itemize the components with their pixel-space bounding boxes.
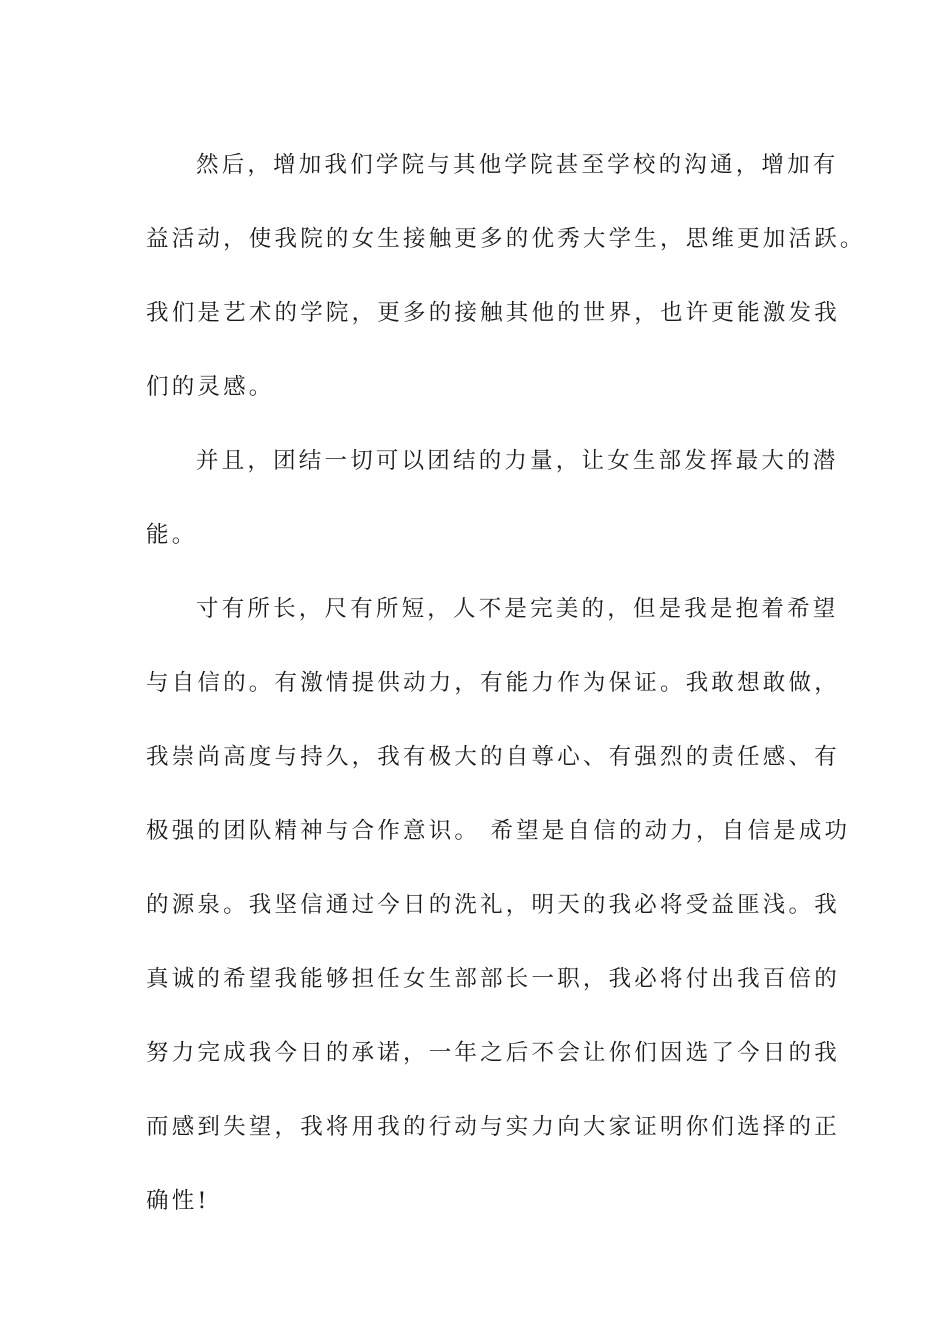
paragraph-3-line-1: 寸有所长，尺有所短，人不是完美的，但是我是抱着希望 — [196, 596, 839, 622]
paragraph-3-line-8: 而感到失望，我将用我的行动与实力向大家证明你们选择的正 — [146, 1114, 840, 1140]
paragraph-3-line-3: 我崇尚高度与持久，我有极大的自尊心、有强烈的责任感、有 — [146, 744, 840, 770]
paragraph-3-line-9: 确性! — [146, 1188, 210, 1214]
paragraph-3-line-5: 的源泉。我坚信通过今日的洗礼，明天的我必将受益匪浅。我 — [146, 892, 840, 918]
paragraph-1-line-3: 我们是艺术的学院，更多的接触其他的世界，也许更能激发我 — [146, 300, 840, 326]
paragraph-1-line-1: 然后，增加我们学院与其他学院甚至学校的沟通，增加有 — [196, 152, 839, 178]
paragraph-3-line-6: 真诚的希望我能够担任女生部部长一职，我必将付出我百倍的 — [146, 966, 840, 992]
paragraph-1-line-2: 益活动，使我院的女生接触更多的优秀大学生，思维更加活跃。 — [146, 226, 866, 252]
paragraph-1-line-4: 们的灵感。 — [146, 374, 275, 400]
paragraph-2-line-2: 能。 — [146, 522, 198, 548]
paragraph-3-line-7: 努力完成我今日的承诺，一年之后不会让你们因选了今日的我 — [146, 1040, 840, 1066]
paragraph-2-line-1: 并且，团结一切可以团结的力量，让女生部发挥最大的潜 — [196, 448, 839, 474]
document-body — [146, 128, 866, 1238]
paragraph-3-line-4: 极强的团队精神与合作意识。 希望是自信的动力，自信是成功 — [146, 818, 851, 844]
paragraph-3-line-2: 与自信的。有激情提供动力，有能力作为保证。我敢想敢做， — [146, 670, 840, 696]
